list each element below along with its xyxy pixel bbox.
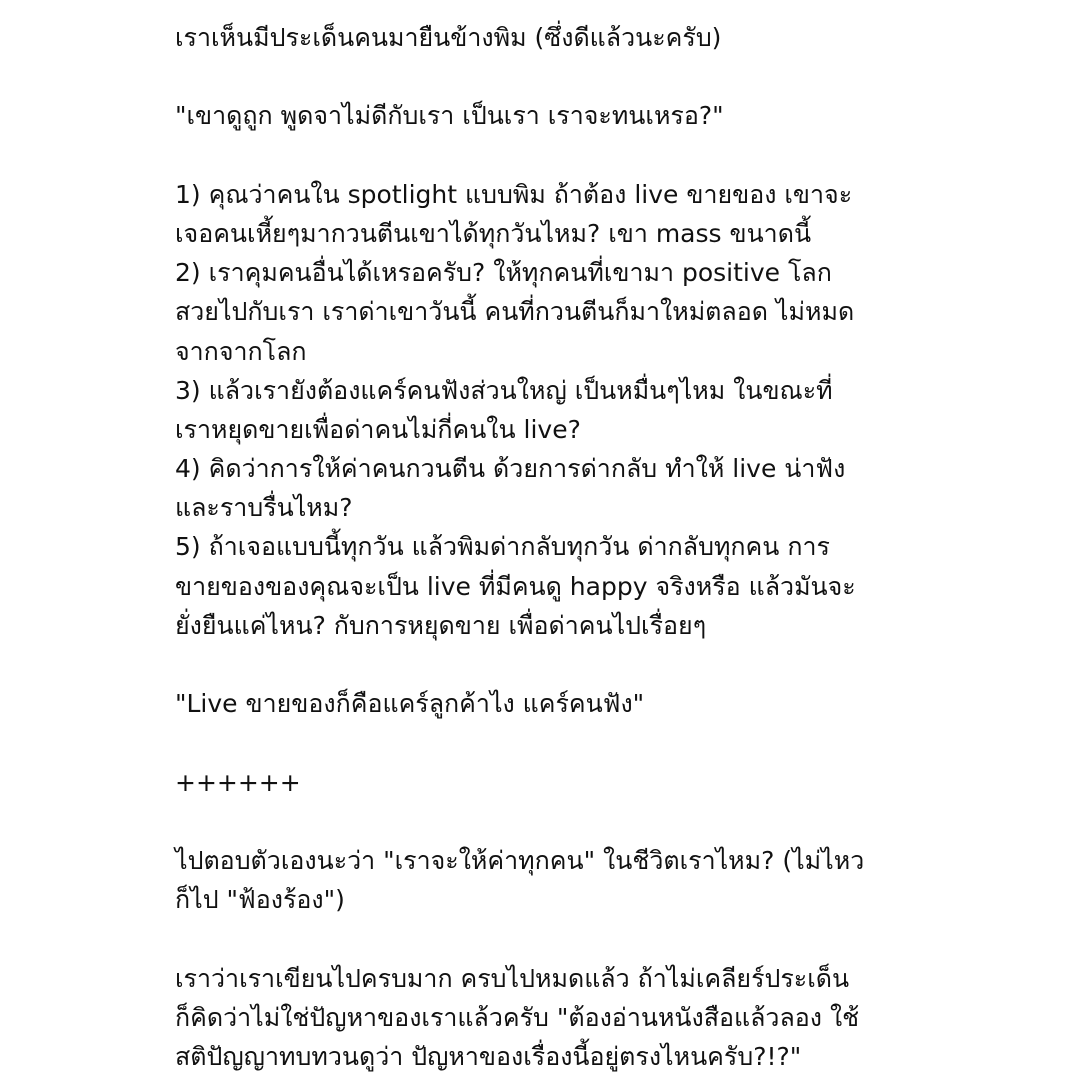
text-line: 1) คุณว่าคนใน spotlight แบบพิม ถ้าต้อง live ขายของ เขาจะ: [175, 179, 853, 209]
text-line: จากจากโลก: [175, 336, 307, 366]
blank-line: [175, 802, 915, 841]
text-line: 2) เราคุมคนอื่นได้เหรอครับ? ให้ทุกคนที่เขามา positive โลก: [175, 258, 832, 288]
blank-line: [175, 919, 915, 958]
text-line: 4) คิดว่าการให้ค่าคนกวนตีน ด้วยการด่ากลับ ทำให้ live น่าฟัง: [175, 454, 846, 484]
blank-line: [175, 57, 915, 96]
text-line: 3) แล้วเรายังต้องแคร์คนฟังส่วนใหญ่ เป็นหมื่นๆไหม ในขณะที่: [175, 375, 833, 405]
blank-line: [175, 723, 915, 762]
text-line: ขายของของคุณจะเป็น live ที่มีคนดู happy จริงหรือ แล้วมันจะ: [175, 571, 856, 601]
text-line: ก็คิดว่าไม่ใช่ปัญหาของเราแล้วครับ "ต้องอ่านหนังสือแล้วลอง ใช้: [175, 1002, 860, 1032]
text-line: ยั่งยืนแค่ไหน? กับการหยุดขาย เพื่อด่าคนไปเรื่อยๆ: [175, 610, 707, 640]
text-line: "เขาดูถูก พูดจาไม่ดีกับเรา เป็นเรา เราจะทนเหรอ?": [175, 101, 724, 131]
text-line: สติปัญญาทบทวนดูว่า ปัญหาของเรื่องนี้อยู่ตรงไหนครับ?!?": [175, 1041, 802, 1071]
separator-line: ++++++: [175, 767, 301, 797]
text-line: 5) ถ้าเจอแบบนี้ทุกวัน แล้วพิมด่ากลับทุกวัน ด่ากลับทุกคน การ: [175, 532, 830, 562]
post-body: [175, 18, 915, 1076]
text-line: ไปตอบตัวเองนะว่า "เราจะให้ค่าทุกคน" ในชีวิตเราไหม? (ไม่ไหว: [175, 845, 865, 875]
text-line: และราบรื่นไหม?: [175, 493, 353, 523]
text-line: ก็ไป "ฟ้องร้อง"): [175, 885, 345, 915]
blank-line: [175, 645, 915, 684]
text-line: "Live ขายของก็คือแคร์ลูกค้าไง แคร์คนฟัง": [175, 689, 645, 719]
text-line: เราหยุดขายเพื่อด่าคนไม่กี่คนใน live?: [175, 414, 581, 444]
text-line: เจอคนเหี้ยๆมากวนตีนเขาได้ทุกวันไหม? เขา mass ขนาดนี้: [175, 218, 812, 248]
text-line: เราเห็นมีประเด็นคนมายืนข้างพิม (ซึ่งดีแล้วนะครับ): [175, 23, 722, 52]
text-line: สวยไปกับเรา เราด่าเขาวันนี้ คนที่กวนตีนก็มาใหม่ตลอด ไม่หมด: [175, 297, 855, 327]
text-line: เราว่าเราเขียนไปครบมาก ครบไปหมดแล้ว ถ้าไม่เคลียร์ประเด็น: [175, 963, 850, 993]
blank-line: [175, 136, 915, 175]
